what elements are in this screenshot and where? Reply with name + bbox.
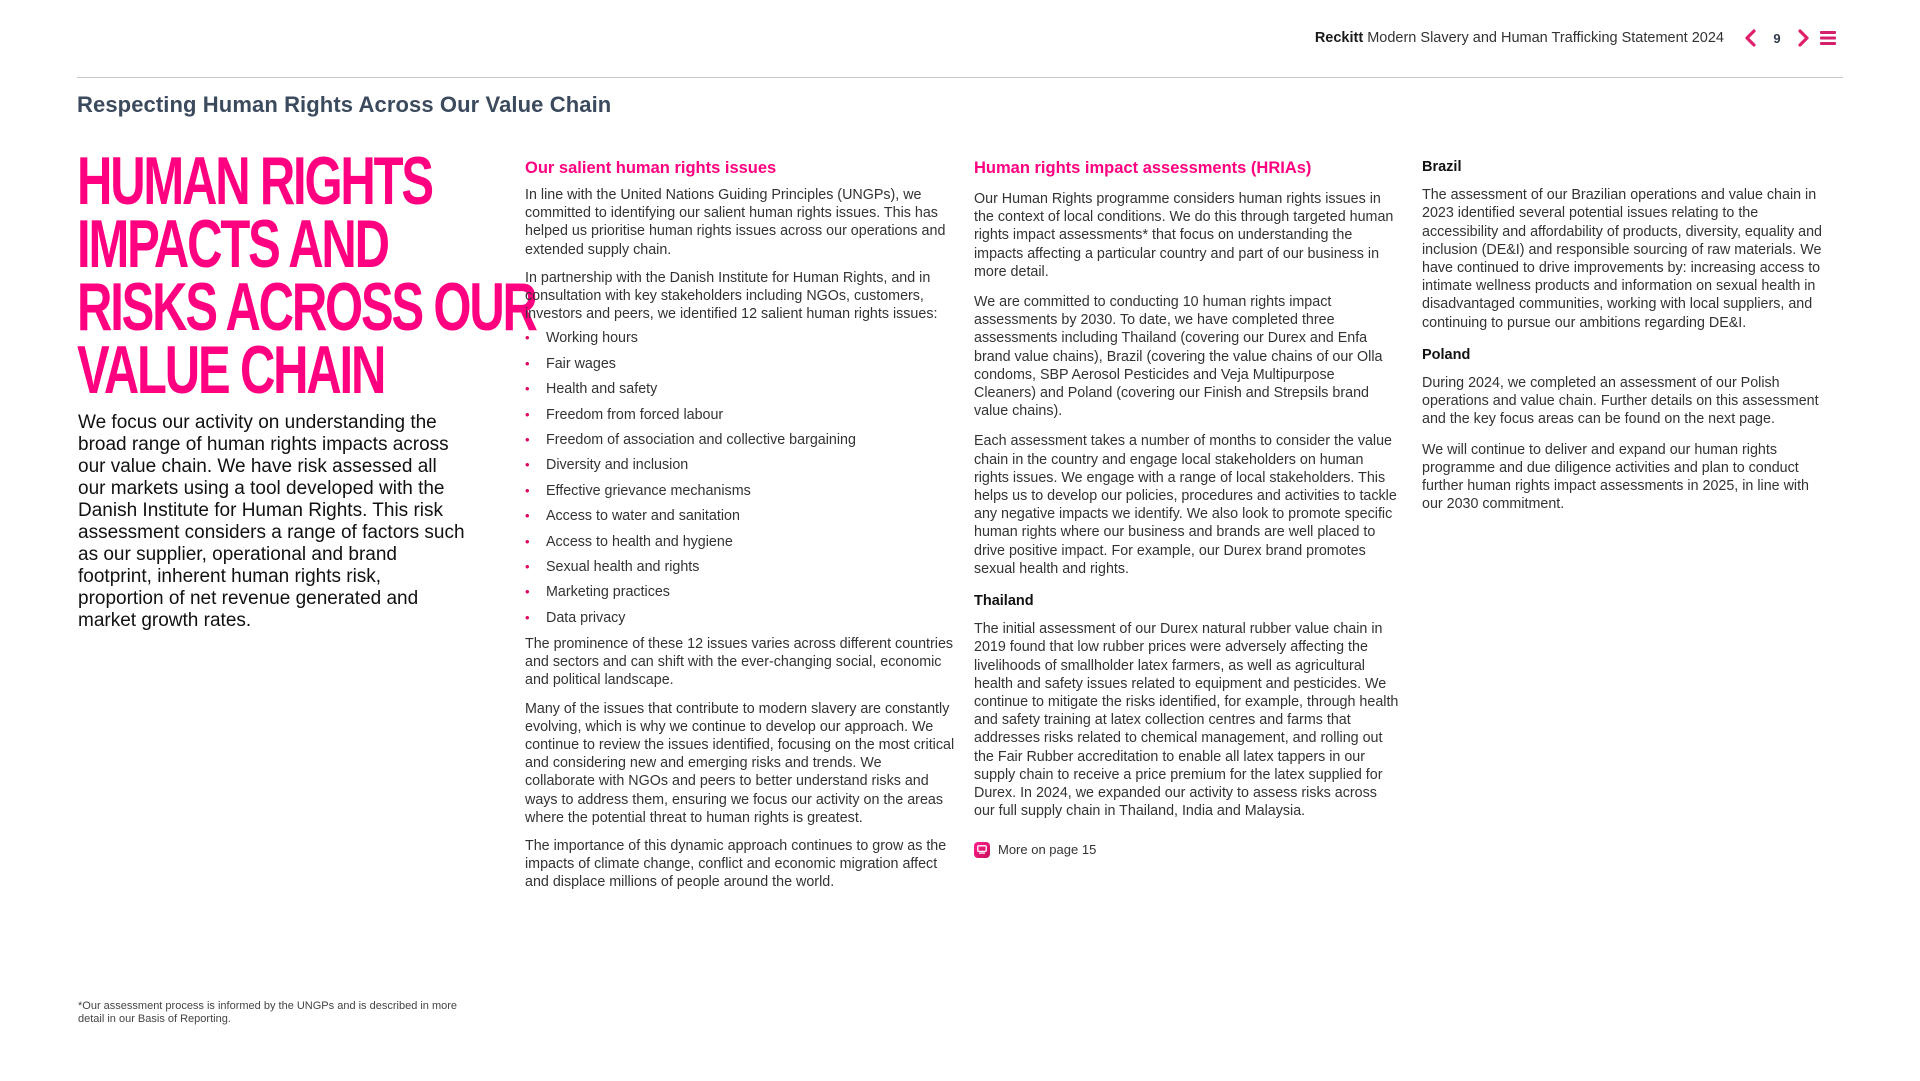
paragraph: In partnership with the Danish Institute for Human Rights, and in consultation with key stakeholders including NGOs, customers, investors and peers, we identified 12 salient human rights issues: (525, 269, 938, 323)
page-reference-icon (974, 842, 990, 858)
chevron-right-icon (1797, 29, 1811, 47)
paragraph: The initial assessment of our Durex natural rubber value chain in 2019 found that low rubber prices were adversely affecting the livelihoods of smallholder latex farmers, as well as agricultural health and safety issues related to equipment and pesticides. We continue to mitigate the risks identified, for example, through health and safety training at latex collection centres and farms that addresses risks related to chemical management, and rolling out the Fair Rubber accreditation to enable all latex tappers in our supply chain to receive a price premium for the latex supplied for Durex. In 2024, we expanded our activity to assess risks across our full supply chain in Thailand, India and Malaysia. (974, 621, 1399, 820)
hria-column (974, 158, 1399, 859)
hria-heading: Human rights impact assessments (HRIAs) (974, 159, 1312, 177)
header-divider (77, 77, 1843, 78)
page-title-line: IMPACTS AND (77, 206, 388, 282)
list-item: • Access to water and sanitation (525, 507, 955, 525)
list-item: • Freedom from forced labour (525, 406, 955, 424)
list-item: • Health and safety (525, 380, 955, 398)
menu-button[interactable] (1816, 26, 1840, 50)
next-page-button[interactable] (1792, 26, 1816, 50)
paragraph: We are committed to conducting 10 human rights impact assessments by 2030. To date, we have completed three assessments including Thailand (covering our Durex and Enfa brand value chains), Brazil (covering the value chains of our Olla condoms, SBP Aerosol Pesticides and Veja Multipurpose Cleaners) and Poland (covering our Finish and Strepsils brand value chains). (974, 294, 1383, 420)
list-item: • Working hours (525, 329, 955, 347)
paragraph: The prominence of these 12 issues varies across different countries and sectors and can shift with the ever-changing social, economic and political landscape. (525, 635, 954, 689)
countries-column (1422, 158, 1832, 523)
list-item: • Access to health and hygiene (525, 533, 955, 551)
poland-heading: Poland (1422, 346, 1471, 363)
chevron-left-icon (1743, 29, 1757, 47)
list-item: • Marketing practices (525, 583, 955, 601)
footnote: *Our assessment process is informed by the UNGPs and is described in more detail in our Basis of Reporting. (78, 1000, 458, 1025)
menu-icon (1820, 30, 1836, 46)
paragraph: The assessment of our Brazilian operations and value chain in 2023 identified several potential issues relating to the accessibility and affordability of products, diversity, equality and inclusion (DE&I) and responsible sourcing of raw materials. We have continued to drive improvements by: increasing access to intimate wellness products and information on sexual health in disadvantaged communities, working with local suppliers, and continuing to pursue our ambitions regarding DE&I. (1422, 187, 1822, 331)
list-item: • Sexual health and rights (525, 558, 955, 576)
brand-name: Reckitt (1314, 30, 1364, 46)
paragraph: The importance of this dynamic approach continues to grow as the impacts of climate change, conflict and economic migration affect and displace millions of people around the world. (525, 837, 947, 891)
page-title-line: HUMAN RIGHTS (77, 143, 432, 219)
thailand-heading: Thailand (974, 593, 1034, 610)
list-item: • Data privacy (525, 609, 955, 627)
salient-issues-heading: Our salient human rights issues (525, 159, 777, 177)
intro-paragraph: We focus our activity on understanding the broad range of human rights impacts across our value chain. We have risk assessed all our markets using a tool developed with the Danish Institute for Human Rights. This risk assessment considers a range of factors such as our supplier, operational and brand footprint, inherent human rights risk, proportion of net revenue generated and market growth rates. (78, 412, 465, 631)
salient-issues-list (525, 329, 955, 627)
paragraph: Our Human Rights programme considers human rights issues in the context of local conditions. We do this through targeted human rights impact assessments* that focus on understanding the impacts affecting a particular country and part of our business in more detail. (974, 191, 1394, 280)
list-item: • Diversity and inclusion (525, 456, 955, 474)
paragraph: In line with the United Nations Guiding Principles (UNGPs), we committed to identifying our salient human rights issues. This has helped us prioritise human rights issues across our operations and extended supply chain. (525, 187, 946, 258)
section-title: Respecting Human Rights Across Our Value Chain (77, 92, 612, 117)
paragraph: Many of the issues that contribute to modern slavery are constantly evolving, which is why we continue to develop our approach. We continue to review the issues identified, focusing on the most critical and considering new and emerging risks and trends. We collaborate with NGOs and peers to better understand risks and ways to address them, ensuring we focus our activity on the areas where the potential threat to human rights is greatest. (525, 700, 955, 826)
list-item: • Fair wages (525, 355, 955, 373)
paragraph: Each assessment takes a number of months to consider the value chain in the country and engage local stakeholders on human rights issues. We engage with a range of local stakeholders. This helps us to develop our policies, procedures and activities to tackle any negative impacts we identify. We also look to promote specific human rights where our business and brands are well placed to drive positive impact. For example, our Durex brand promotes sexual health and rights. (974, 433, 1397, 577)
more-on-page-link[interactable] (974, 841, 1399, 859)
paragraph: We will continue to deliver and expand our human rights programme and due diligence activities and plan to conduct further human rights impact assessments in 2025, in line with our 2030 commitment. (1422, 441, 1809, 513)
page-title (77, 143, 536, 408)
more-on-page-label: More on page 15 (998, 841, 1097, 857)
document-title: Modern Slavery and Human Trafficking Statement 2024 (1367, 30, 1724, 46)
list-item: • Freedom of association and collective bargaining (525, 431, 955, 449)
brazil-heading: Brazil (1422, 159, 1462, 175)
previous-page-button[interactable] (1738, 26, 1762, 50)
top-bar (1315, 26, 1840, 50)
page-title-line: RISKS ACROSS OUR (77, 269, 536, 345)
salient-issues-column (525, 158, 955, 902)
page-title-line: VALUE CHAIN (77, 332, 385, 408)
document-header (1315, 30, 1724, 46)
list-item: • Effective grievance mechanisms (525, 482, 955, 500)
page-number: 9 (1773, 30, 1781, 46)
paragraph: During 2024, we completed an assessment of our Polish operations and value chain. Further details on this assessment and the key focus areas can be found on the next page. (1422, 375, 1819, 428)
